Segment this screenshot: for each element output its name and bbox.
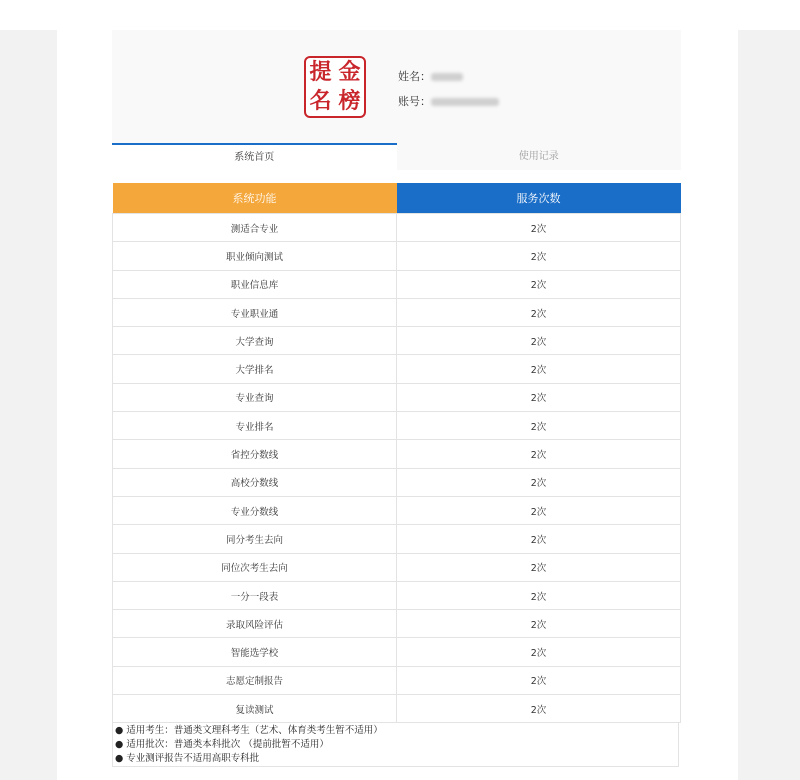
table-row <box>113 638 681 666</box>
note-line: ● 适用考生：普通类文理科考生（艺术、体育类考生暂不适用） <box>115 725 383 736</box>
table-row <box>113 468 681 496</box>
table-row <box>113 525 681 553</box>
user-account-row <box>398 93 499 109</box>
service-table <box>112 183 681 723</box>
account-label: 账号： <box>398 95 431 108</box>
service-count: 2次 <box>397 298 681 326</box>
note-line: ● 专业测评报告不适用高职专科批 <box>115 753 260 764</box>
feature-name: 复读测试 <box>113 695 397 723</box>
tab-usage-records[interactable]: 使用记录 <box>518 151 559 162</box>
table-row <box>113 581 681 609</box>
service-count: 2次 <box>397 214 681 242</box>
table-row <box>113 695 681 723</box>
table-row <box>113 610 681 638</box>
service-count: 2次 <box>397 270 681 298</box>
feature-name: 录取风险评估 <box>113 610 397 638</box>
notes-box <box>112 722 679 767</box>
feature-name: 专业职业通 <box>113 298 397 326</box>
account-value-redacted <box>431 98 499 106</box>
table-row <box>113 496 681 524</box>
top-strip <box>0 0 800 30</box>
table-row <box>113 242 681 270</box>
table-row <box>113 553 681 581</box>
feature-name: 大学查询 <box>113 327 397 355</box>
feature-name: 专业查询 <box>113 383 397 411</box>
logo-char: 榜 <box>338 88 361 114</box>
service-count: 2次 <box>397 496 681 524</box>
tab-bar <box>112 143 681 170</box>
feature-name: 专业排名 <box>113 412 397 440</box>
feature-name: 志愿定制报告 <box>113 666 397 694</box>
name-label: 姓名： <box>398 70 431 83</box>
service-count: 2次 <box>397 327 681 355</box>
service-count: 2次 <box>397 695 681 723</box>
service-count: 2次 <box>397 242 681 270</box>
table-row <box>113 666 681 694</box>
logo-seal-icon <box>304 56 366 118</box>
table-row <box>113 270 681 298</box>
service-count: 2次 <box>397 525 681 553</box>
table-row <box>113 440 681 468</box>
note-line: ● 适用批次：普通类本科批次 （提前批暂不适用） <box>115 739 329 750</box>
logo-char: 提 <box>309 59 332 85</box>
service-count: 2次 <box>397 581 681 609</box>
feature-name: 省控分数线 <box>113 440 397 468</box>
service-count: 2次 <box>397 666 681 694</box>
service-count: 2次 <box>397 383 681 411</box>
feature-name: 同分考生去向 <box>113 525 397 553</box>
service-count: 2次 <box>397 412 681 440</box>
table-row <box>113 214 681 242</box>
profile-header <box>112 30 681 143</box>
service-count: 2次 <box>397 638 681 666</box>
feature-name: 测适合专业 <box>113 214 397 242</box>
feature-name: 同位次考生去向 <box>113 553 397 581</box>
feature-name: 高校分数线 <box>113 468 397 496</box>
service-count: 2次 <box>397 468 681 496</box>
logo-char: 金 <box>338 59 361 85</box>
logo-char: 名 <box>309 88 332 114</box>
service-count: 2次 <box>397 610 681 638</box>
service-count: 2次 <box>397 553 681 581</box>
table-row <box>113 412 681 440</box>
service-count: 2次 <box>397 355 681 383</box>
feature-name: 智能选学校 <box>113 638 397 666</box>
service-count: 2次 <box>397 440 681 468</box>
tab-home[interactable]: 系统首页 <box>112 143 397 170</box>
header-count: 服务次数 <box>397 183 681 214</box>
feature-name: 一分一段表 <box>113 581 397 609</box>
feature-name: 职业信息库 <box>113 270 397 298</box>
feature-name: 职业倾向测试 <box>113 242 397 270</box>
table-row <box>113 355 681 383</box>
header-feature: 系统功能 <box>113 183 397 214</box>
feature-name: 大学排名 <box>113 355 397 383</box>
table-row <box>113 383 681 411</box>
feature-name: 专业分数线 <box>113 496 397 524</box>
table-row <box>113 327 681 355</box>
user-name-row <box>398 68 463 84</box>
table-row <box>113 298 681 326</box>
name-value-redacted <box>431 73 463 81</box>
table-header-row <box>113 183 681 214</box>
